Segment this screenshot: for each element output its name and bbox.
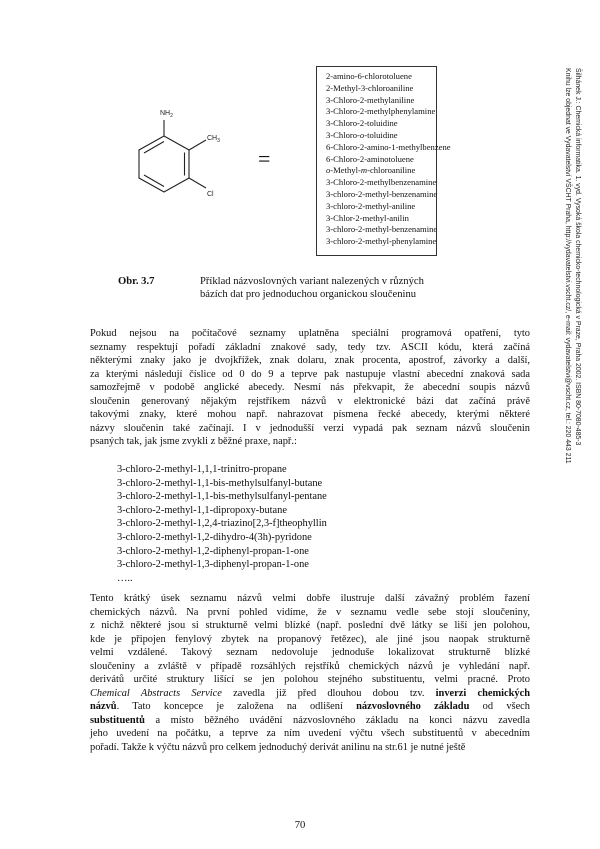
text-line: pořadí. Takže k výčtu názvů pro celkem jednoduchý derivát anilinu na str.61 je nutné ještě	[90, 741, 466, 753]
list-item: 3-chloro-2-methyl-1,2-diphenyl-propan-1-one	[117, 545, 309, 557]
text-line: jeho uvedení na počátku, a teprve za ním uvedení výčtu všech substituentů v abecedním	[90, 728, 530, 739]
bold-term: názvů	[90, 701, 117, 712]
text-line: názvů. Tato koncepce je založena na odlišení názvoslovného základu od všech	[90, 701, 530, 712]
list-item: 3-chloro-2-methyl-1,1-bis-methylsulfanyl-pentane	[117, 491, 327, 503]
name-variant: 3-Chloro-2-methylbenzenamine	[326, 177, 437, 188]
name-variant: o-Methyl-m-chloroaniline	[326, 165, 416, 176]
text-line: sloučeniny a zvláště v případě rozsáhlých rejstříků chemických názvů je vyhledání např.	[90, 660, 530, 672]
text-line: psaných tak, jak jsme zvykli z běžné praxe, např.:	[90, 436, 297, 447]
sidenote-order-info: Knihu lze objednat ve Vydavatelství VŠCHT Praha, http://vydavatelstvi.vscht.cz/, e-mail: vydavatelstvi@vscht.cz, tel.: 220 443 211	[564, 68, 572, 464]
equals-sign: =	[258, 146, 271, 171]
molecule-structure	[120, 100, 240, 210]
caption-text-line2: bázích dat pro jednoduchou organickou sloučeninu	[200, 289, 417, 300]
ch3-bond	[189, 140, 206, 150]
italic-term: Chemical Abstracts Service	[90, 687, 222, 699]
bold-term: substituentů	[90, 714, 145, 726]
name-variant: 3-Chlor-2-methyl-anilin	[326, 212, 409, 223]
page-number: 70	[294, 820, 306, 831]
compound-name-list	[117, 463, 327, 585]
name-variant: 3-Chloro-2-methylaniline	[326, 94, 415, 105]
name-variant: 3-chloro-2-methyl-benzenamine	[326, 188, 438, 199]
ch3-label: $CH_3$	[207, 135, 220, 144]
name-variant: 3-Chloro-o-toluidine	[326, 129, 398, 140]
name-variant: 2-Methyl-3-chloroaniline	[326, 82, 414, 93]
list-item: 3-chloro-2-methyl-1,3-diphenyl-propan-1-one	[117, 559, 309, 571]
paragraph-ascii-ordering	[90, 327, 530, 449]
text-line: Tento krátký úsek seznamu názvů velmi dobře ilustruje další závažný problém řazení	[90, 593, 530, 604]
name-variant: 3-chloro-2-methyl-aniline	[326, 200, 416, 211]
text-line: velmi vzdálené. Takový seznam nedovoluje jednoduše lokalizovat strukturně blízké	[90, 647, 530, 658]
bold-term: inverzi chemických	[435, 687, 530, 699]
list-item: 3-chloro-2-methyl-1,2,4-triazino[2,3-f]theophyllin	[117, 518, 327, 530]
text-line: chemických názvů. Na první pohled vidíme, že v seznamu vedle sebe stojí sloučeniny,	[90, 606, 530, 618]
text-line: názvy sloučenin také začínají. I v jednodušší verzi vypadá pak seznam názvů sloučenin	[90, 422, 530, 434]
text-line: z nichž některé jsou si strukturně velmi blízké (např. poslední dvě látky se liší jen polohou,	[90, 620, 530, 631]
text-line: takovými znaky, které mohou např. nahrazovat písmena řecké abecedy, kterými některé	[90, 409, 530, 420]
text-line: derivátů určité struktury lišící se jen polohou stejného substituentu, velmi pracné. Proto	[90, 674, 530, 685]
text-line: kde je připojen fenylový zbytek na propanový řetězec), ale jiné jsou naopak strukturně	[90, 633, 530, 645]
caption-text-line1: Příklad názvoslovných variant nalezených v různých	[200, 276, 424, 287]
name-variant: 3-chloro-2-methyl-phenylamine	[326, 236, 437, 247]
benzene-ring	[139, 136, 189, 192]
text-line: za kterými následují číslice od 0 do 9 a teprve pak nastupuje vlastní abecední znaková sada	[90, 368, 530, 380]
text-line: Pokud nejsou na počítačové seznamy uplatněna speciální programová opatření, tyto	[90, 328, 530, 339]
text-line: sloučenin generovaný nějakým rejstříkem názvů v elektronické bázi dat začíná právě	[90, 395, 530, 407]
text-line: substituentů a místo běžného uvádění názvoslovného základu na konci názvu zavedla	[90, 714, 530, 726]
text-line: samozřejmě v podobě anglické abecedy. Nesmí nás překvapit, že abecední soupis názvů	[90, 382, 530, 393]
name-variant: 3-Chloro-2-toluidine	[326, 118, 398, 129]
list-item: 3-chloro-2-methyl-1,1,1-trinitro-propane	[117, 464, 287, 475]
nh2-label: $NH_2$	[160, 110, 173, 119]
list-item: 3-chloro-2-methyl-1,1-dipropoxy-butane	[117, 504, 287, 516]
cl-bond	[189, 178, 206, 188]
figure-caption	[118, 275, 424, 301]
caption-label: Obr. 3.7	[118, 276, 155, 287]
name-variants-box	[316, 66, 451, 256]
paragraph-inversion	[90, 592, 530, 754]
list-item: 3-chloro-2-methyl-1,2-dihydro-4(3h)-pyridone	[117, 531, 312, 543]
text-line: Chemical Abstracts Service zavedla již před dlouhou dobou tzv. inverzi chemických	[90, 687, 530, 699]
name-variant: 3-chloro-2-methyl-benzenamine	[326, 224, 438, 235]
cl-label: Cl	[207, 191, 214, 198]
publisher-sidenote	[556, 68, 584, 548]
sidenote-citation: Šilhánek J.: Chemická informatika. 1. vyd. Vysoká škola chemicko-technologická v Praze, Praha 2002. ISBN 80-7080-485-3	[574, 68, 581, 446]
text-line: některými znaky jako je dvojkřížek, znak dolaru, znak procenta, apostrof, závorky a další,	[90, 355, 530, 366]
name-variant: 6-Chloro-2-aminotoluene	[326, 153, 414, 164]
list-item: …..	[117, 572, 133, 584]
text-line: seznamy respektují pořadí základní znakové sady, tedy tzv. ASCII kódu, která začíná	[90, 341, 530, 353]
bold-term: názvoslovného základu	[356, 701, 470, 712]
name-variant: 3-Chloro-2-methylphenylamine	[326, 106, 436, 117]
name-variant: 6-Chloro-2-amino-1-methylbenzene	[326, 141, 451, 152]
name-variant: 2-amino-6-chlorotoluene	[326, 71, 412, 81]
list-item: 3-chloro-2-methyl-1,1-bis-methylsulfanyl-butane	[117, 477, 323, 489]
